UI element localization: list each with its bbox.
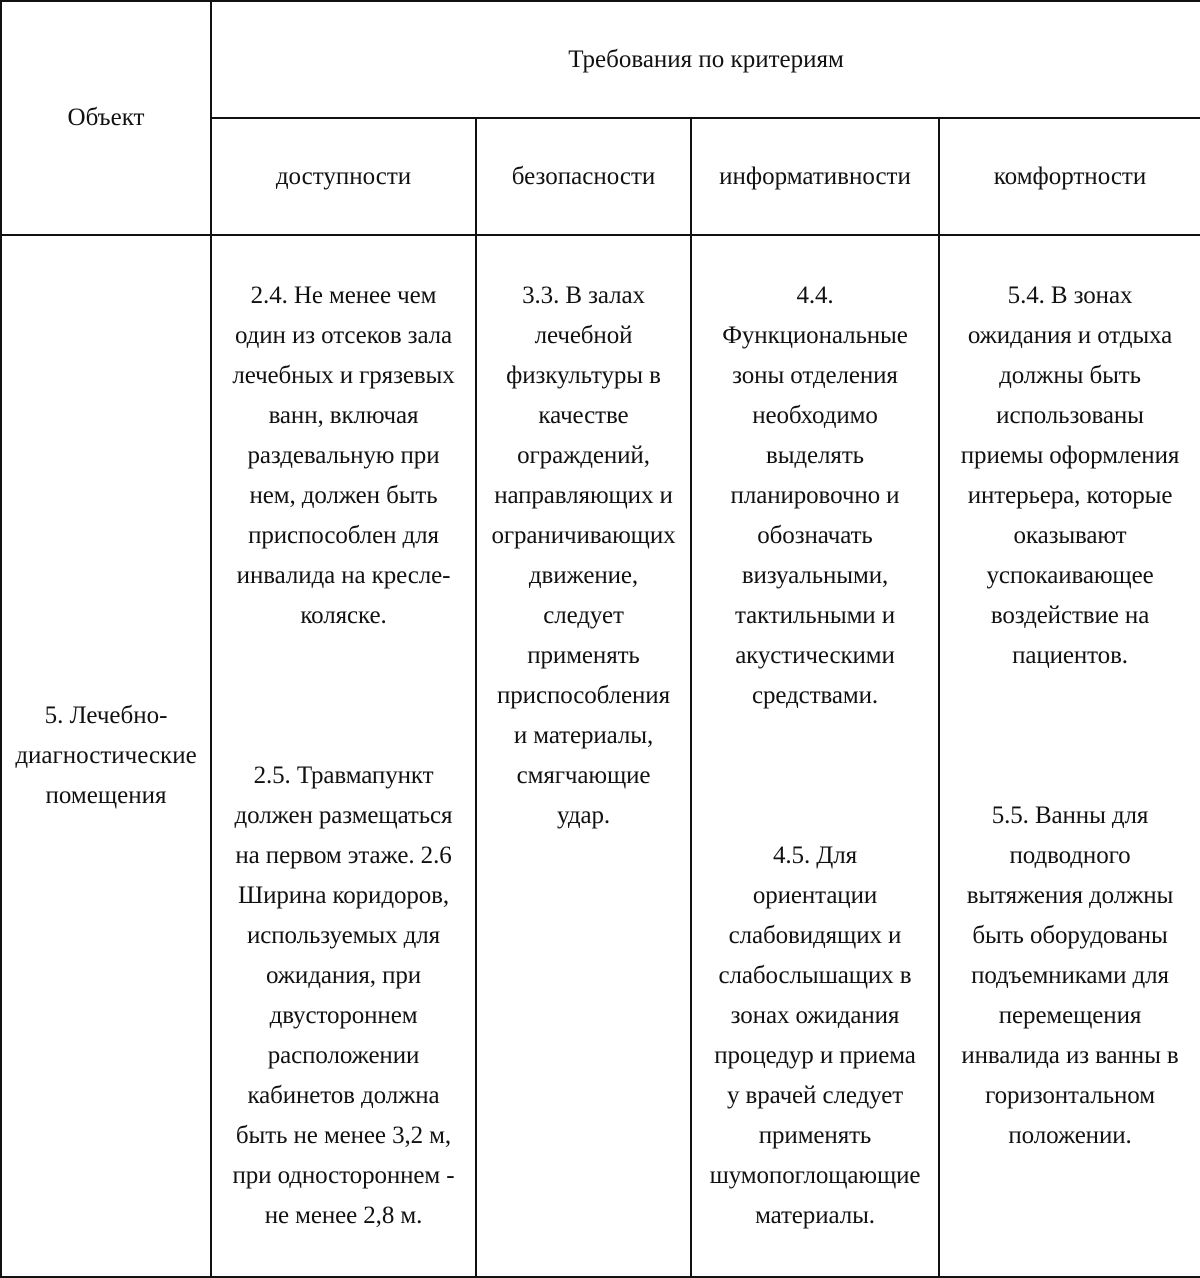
object-column-header: Объект [1,1,211,235]
criterion-header-comfort: комфортности [939,118,1200,235]
table-row [1,235,1200,1277]
comfort-cell [939,235,1200,1277]
safety-cell [476,235,691,1277]
paragraph-gap [212,676,475,716]
requirement-3-3: 3.3. В залах лечебной физкультуры в качестве ограждений, направляющих и ограничивающих движение, следует применять приспособления и материалы, смягчающие удар. [491,282,676,829]
requirement-4-4: 4.4. Функциональные зоны отделения необходимо выделять планировочно и обозначать визуальными, тактильными и акустическими средствами. [722,282,908,709]
requirement-2-4: 2.4. Не менее чем один из отсеков зала лечебных и грязевых ванн, включая раздевальную при нем, должен быть приспособлен для инвалида на кресле- коляске. [232,282,455,629]
accessibility-cell [211,235,476,1277]
requirement-2-5-2-6: 2.5. Травмапункт должен размещаться на первом этаже. 2.6 Ширина коридоров, используемых для ожидания, при двустороннем расположении кабинетов должна быть не менее 3,2 м, при одностороннем - не менее 2,8 м. [232,762,455,1229]
paragraph-gap [692,756,938,796]
header-row-1 [1,1,1200,118]
requirement-4-5: 4.5. Для ориентации слабовидящих и слабослышащих в зонах ожидания процедур и приема у врачей следует применять шумопоглощающие материалы. [709,842,921,1229]
requirement-5-5: 5.5. Ванны для подводного вытяжения должны быть оборудованы подъемниками для перемещения инвалида из ванны в горизонтальном положении. [961,802,1179,1149]
informativeness-cell [691,235,939,1277]
object-cell: 5. Лечебно- диагностические помещения [1,235,211,1277]
criterion-header-safety: безопасности [476,118,691,235]
requirement-5-4: 5.4. В зонах ожидания и отдыха должны быть использованы приемы оформления интерьера, которые оказывают успокаивающее воздействие на пациентов. [960,282,1180,669]
criteria-group-header: Требования по критериям [211,1,1200,118]
paragraph-gap [940,716,1200,756]
criterion-header-informativeness: информативности [691,118,939,235]
criterion-header-accessibility: доступности [211,118,476,235]
